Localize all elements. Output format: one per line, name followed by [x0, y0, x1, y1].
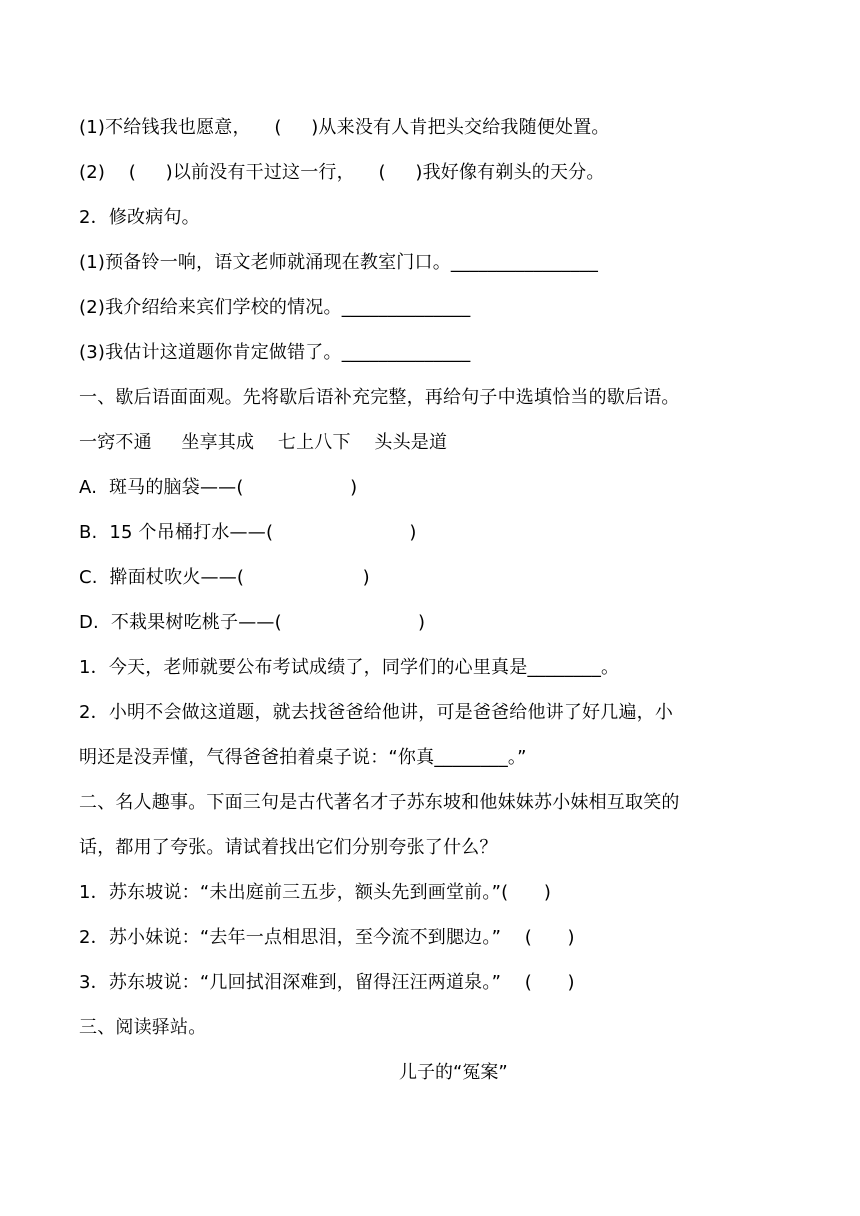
xiehouyu-a: A. 斑马的脑袋——( ): [79, 477, 358, 498]
story-title: 儿子的“冤案”: [399, 1062, 508, 1083]
part-1-heading: 一、歇后语面面观。先将歇后语补充完整，再给句子中选填恰当的歇后语。: [79, 387, 680, 408]
fill-sentence-1: 1．今天，老师就要公布考试成绩了，同学们的心里真是________。: [79, 657, 620, 678]
xiehouyu-c: C. 擀面杖吹火——( ): [79, 567, 370, 588]
xiehouyu-b: B. 15 个吊桶打水——( ): [79, 522, 417, 543]
poem-line-3: 3．苏东坡说：“几回拭泪深难到，留得汪汪两道泉。” ( ): [79, 972, 575, 993]
idiom-options: 一窍不通 坐享其成 七上八下 头头是道: [79, 432, 448, 453]
fill-sentence-2a: 2．小明不会做这道题，就去找爸爸给他讲，可是爸爸给他讲了好几遍，小: [79, 702, 674, 723]
fix-sentence-3: (3)我估计这道题你肯定做错了。______________: [79, 342, 471, 363]
fix-sentence-1: (1)预备铃一响，语文老师就涌现在教室门口。________________: [79, 252, 599, 273]
part-3-heading: 三、阅读驿站。: [79, 1017, 207, 1038]
poem-line-2: 2．苏小妹说：“去年一点相思泪，至今流不到腮边。” ( ): [79, 927, 575, 948]
part-2-heading-a: 二、名人趣事。下面三句是古代著名才子苏东坡和他妹妹苏小妹相互取笑的: [79, 792, 680, 813]
fill-sentence-2b: 明还是没弄懂，气得爸爸拍着桌子说：“你真________。”: [79, 747, 527, 768]
section-2-heading: 2．修改病句。: [79, 207, 200, 228]
xiehouyu-d: D. 不栽果树吃桃子——( ): [79, 612, 426, 633]
q1-sentence-2: (2) ( )以前没有干过这一行， ( )我好像有剃头的天分。: [79, 162, 605, 183]
part-2-heading-b: 话，都用了夸张。请试着找出它们分别夸张了什么？: [79, 837, 498, 858]
poem-line-1: 1．苏东坡说：“未出庭前三五步，额头先到画堂前。”( ): [79, 882, 552, 903]
fix-sentence-2: (2)我介绍给来宾们学校的情况。______________: [79, 297, 471, 318]
q1-sentence-1: (1)不给钱我也愿意， ( )从来没有人肯把头交给我随便处置。: [79, 117, 610, 138]
